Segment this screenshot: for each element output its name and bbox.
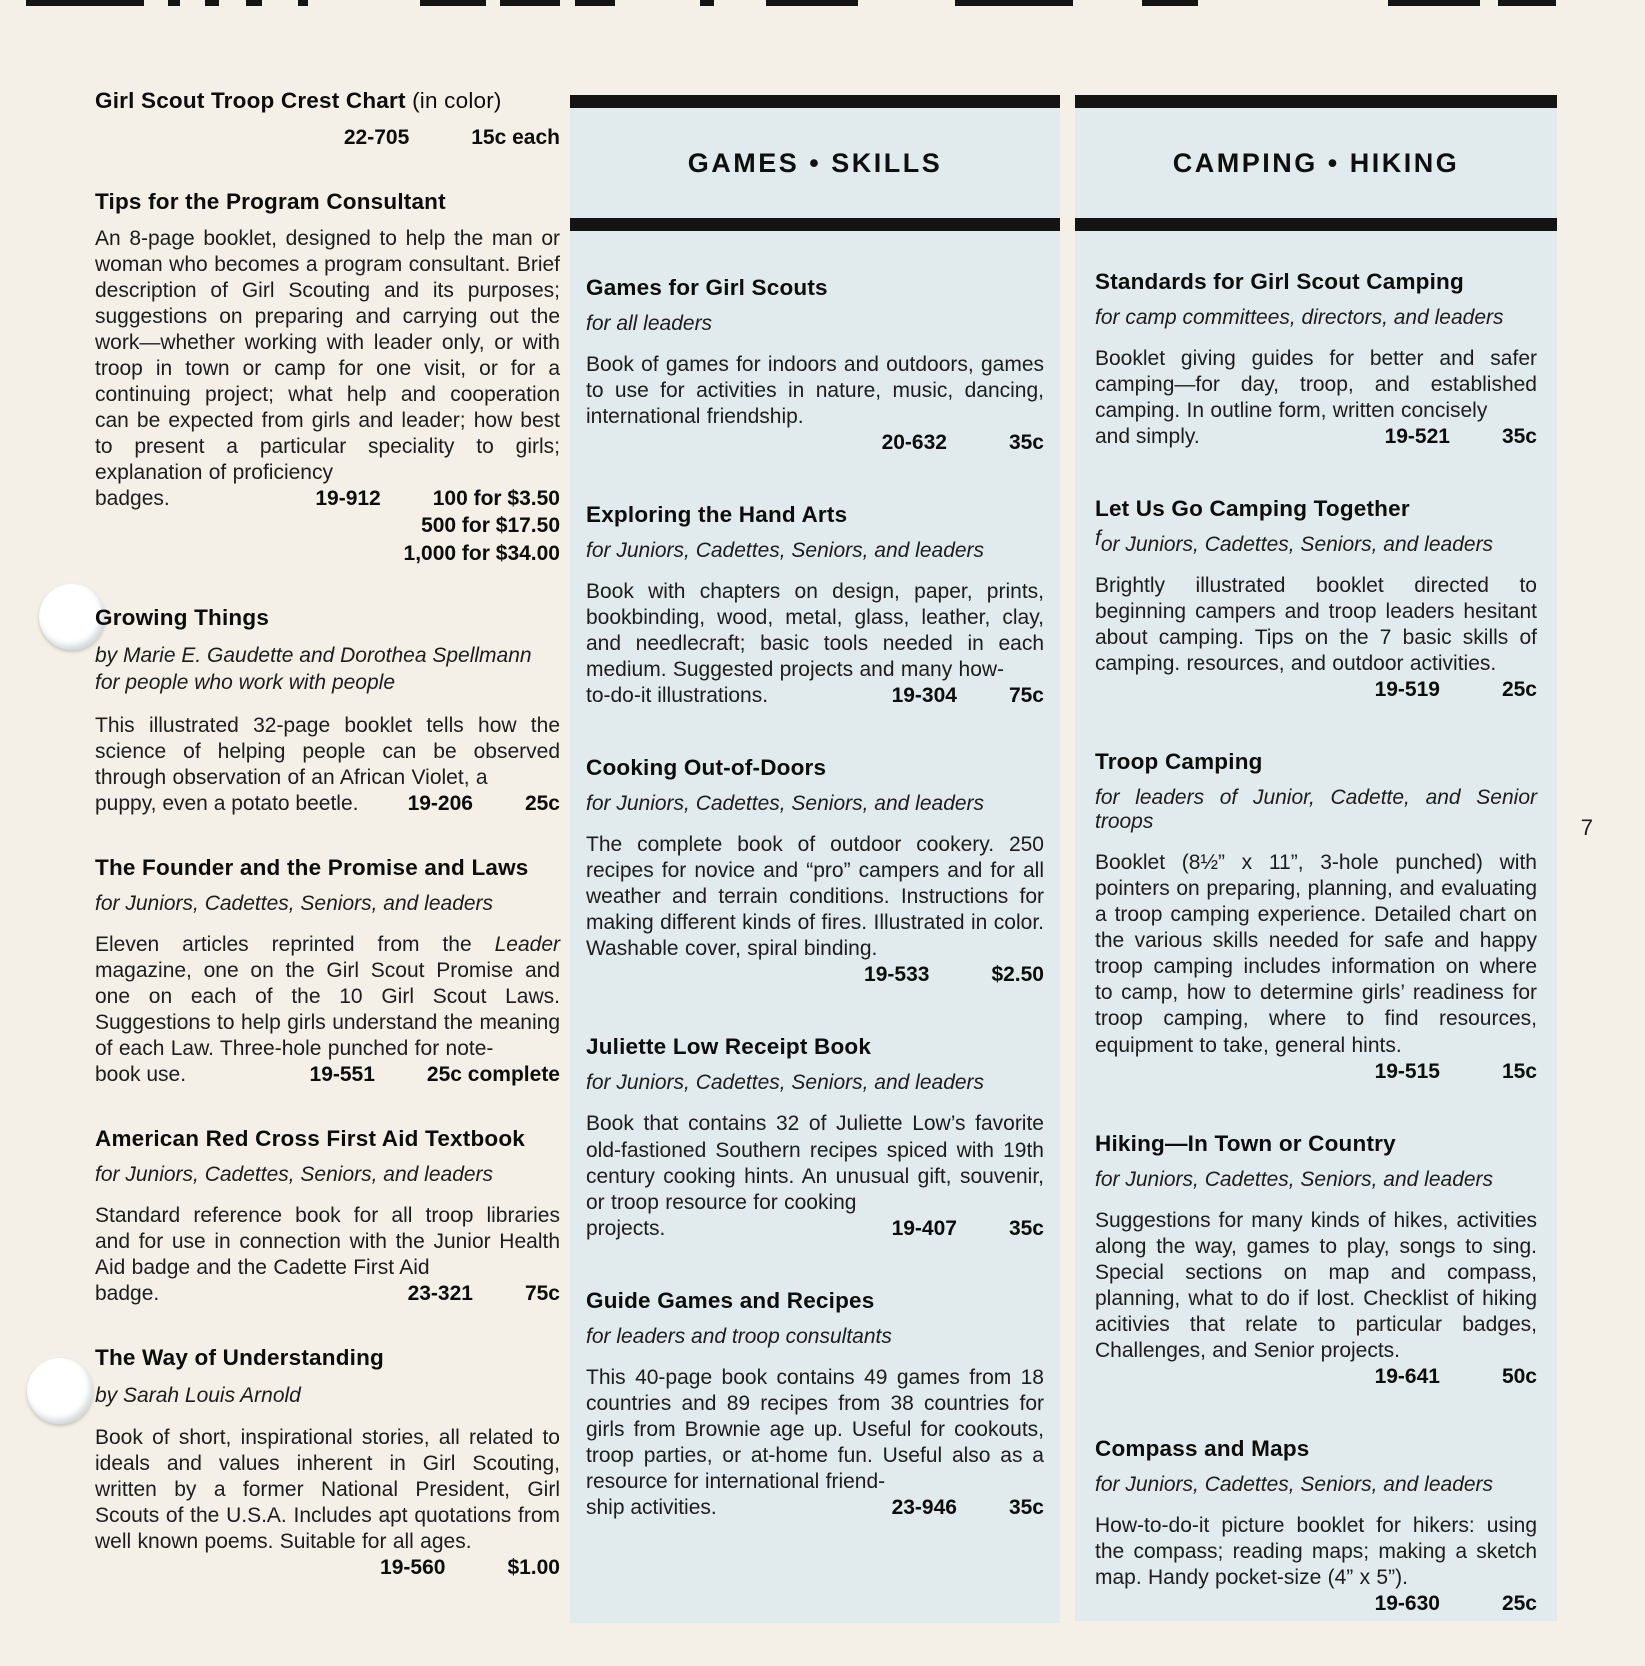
- entry-subtitle: [1095, 527, 1537, 557]
- entry-title: Hiking—In Town or Country: [1095, 1130, 1396, 1156]
- body-tail: book use.: [95, 1062, 187, 1086]
- subtitle-text: or Juniors, Cadettes, Seniors, and leaders: [1100, 533, 1494, 557]
- body-italic-text: Leader: [494, 932, 560, 956]
- entry-subtitle: for Juniors, Cadettes, Seniors, and leaders: [1095, 1167, 1494, 1191]
- section-header-games-skills: GAMES • SKILLS: [687, 147, 943, 178]
- entry-byline: by Marie E. Gaudette and Dorothea Spellmann: [95, 643, 532, 667]
- panel-content: [570, 231, 1060, 1521]
- entry-hiking-town-or-country: [1095, 1131, 1537, 1390]
- code-price-line: [1095, 1364, 1537, 1390]
- entry-tips-program-consultant: [95, 189, 560, 567]
- entry-title: American Red Cross First Aid Textbook: [95, 1125, 525, 1151]
- price: 35c: [1501, 425, 1537, 449]
- catalog-number: 23-321: [407, 1281, 473, 1305]
- catalog-number: 19-519: [1374, 678, 1440, 702]
- subtitle-lead-letter: f: [1095, 527, 1101, 551]
- price: 25c complete: [426, 1062, 560, 1086]
- price: 35c: [1008, 431, 1044, 455]
- scan-artifact: [1388, 0, 1480, 6]
- entry-title: Exploring the Hand Arts: [586, 502, 848, 528]
- entry-title: Compass and Maps: [1095, 1435, 1310, 1461]
- entry-title: Growing Things: [95, 604, 270, 630]
- entry-body: Book that contains 32 of Juliette Low’s favorite old-fastioned Southern recipes spiced with 19th century cooking hints. An unusual gift, souvenir, or troop resource for cooking: [586, 1112, 1044, 1214]
- entry-body: Book of short, inspirational stories, all related to ideals and values inherent in Girl Scouting, written by a former National President, Girl Scouts of the U.S.A. Includes apt quotations from well known poems. Suitable for all ages.: [95, 1426, 560, 1554]
- catalog-number: 22-705: [343, 126, 410, 149]
- horizontal-rule: [570, 95, 1060, 108]
- entry-subtitle: for Juniors, Cadettes, Seniors, and leaders: [586, 539, 985, 563]
- entry-way-of-understanding: [95, 1345, 560, 1581]
- entry-compass-and-maps: [1095, 1436, 1537, 1617]
- catalog-number: 19-206: [407, 791, 473, 815]
- entry-title: Tips for the Program Consultant: [95, 189, 446, 215]
- catalog-number: 19-533: [864, 963, 930, 987]
- entry-troop-camping: [1095, 749, 1537, 1084]
- entry-body: Booklet giving guides for better and safer camping—for day, troop, and established camping. In outline form, written concisely: [1095, 347, 1537, 423]
- body-tail: and simply.: [1095, 425, 1200, 449]
- games-skills-panel: [570, 95, 1060, 1623]
- section-header-camping-hiking: CAMPING • HIKING: [1172, 147, 1460, 178]
- price: 75c: [524, 1281, 560, 1305]
- price: 25c: [1501, 1591, 1537, 1615]
- scan-artifact: [500, 0, 560, 6]
- entry-body: Standard reference book for all troop libraries and for use in connection with the Junior Health Aid badge and the Cadette First Aid: [95, 1203, 560, 1279]
- price: 25c: [1501, 678, 1537, 702]
- price: 15c: [1501, 1059, 1537, 1083]
- bulk-price: 500 for $17.50: [421, 514, 560, 538]
- entry-subtitle: for camp committees, directors, and leaders: [1095, 306, 1504, 329]
- entry-crest-chart: [95, 88, 560, 151]
- entry-red-cross-first-aid: [95, 1126, 560, 1307]
- entry-cooking-out-of-doors: [586, 755, 1044, 988]
- entry-title: Cooking Out-of-Doors: [586, 755, 827, 781]
- code-price-line: [95, 791, 560, 817]
- entry-byline: by Sarah Louis Arnold: [95, 1384, 301, 1407]
- entry-subtitle: for Juniors, Cadettes, Seniors, and leaders: [1095, 1472, 1494, 1496]
- price: 50c: [1501, 1364, 1537, 1388]
- entry-title: Juliette Low Receipt Book: [586, 1034, 872, 1060]
- code-price-line: [95, 1555, 560, 1581]
- entry-title: Troop Camping: [1095, 749, 1263, 775]
- entry-body: How-to-do-it picture booklet for hikers: using the compass; reading maps; making a sketch map. Handy pocket-size (4” x 5”).: [1095, 1513, 1537, 1589]
- body-tail: badges.: [95, 487, 170, 511]
- catalog-number: 19-560: [380, 1556, 446, 1580]
- entry-title-text: Girl Scout Troop Crest Chart: [95, 88, 406, 113]
- code-price-line: [95, 125, 560, 151]
- entry-title: Guide Games and Recipes: [586, 1287, 875, 1313]
- entry-title: The Founder and the Promise and Laws: [95, 854, 529, 880]
- scan-artifact: [298, 0, 308, 6]
- entry-subtitle: for Juniors, Cadettes, Seniors, and leaders: [95, 1162, 494, 1186]
- body-tail: projects.: [586, 1216, 666, 1240]
- horizontal-rule: [1075, 218, 1557, 231]
- catalog-number: 19-641: [1374, 1364, 1440, 1388]
- entry-games-for-girl-scouts: [586, 275, 1044, 456]
- code-price-line: [1095, 1591, 1537, 1617]
- catalog-number: 23-946: [891, 1495, 957, 1519]
- entry-byline: for people who work with people: [95, 671, 396, 695]
- price: 75c: [1008, 684, 1044, 708]
- entry-title: [95, 88, 560, 114]
- price: 35c: [1008, 1216, 1044, 1240]
- entry-body: An 8-page booklet, designed to help the man or woman who becomes a program consultant. Brief description of Girl Scouting and its purposes; suggestions on preparing and carrying out the work—whether working with leader only, or with troop in town or camp for one visit, or for a continuing project; what help and cooperation can be expected from girls and leader; how best to present a particular speciality to girls; explanation of proficiency: [95, 227, 560, 485]
- code-price-line: [586, 430, 1044, 456]
- catalog-number: 19-912: [315, 487, 381, 511]
- entry-body: This 40-page book contains 49 games from 18 countries and 89 recipes from 38 countries for girls from Brownie age up. Useful for cookouts, troop parties, or at-home fun. Useful also as a resource for international friend-: [586, 1365, 1044, 1493]
- scan-artifact: [1142, 0, 1198, 6]
- catalog-number: 19-515: [1374, 1059, 1440, 1083]
- code-price-line: [586, 1216, 1044, 1242]
- scan-artifact: [26, 0, 144, 6]
- scan-artifact: [420, 0, 486, 6]
- catalog-number: 19-304: [891, 684, 957, 708]
- entry-body: The complete book of outdoor cookery. 250 recipes for novice and “pro” campers and for all weather and terrain conditions. Instructions for making different kinds of fires. Illustrated in color. Washable cover, spiral binding.: [586, 833, 1044, 961]
- catalog-number: 19-551: [309, 1062, 375, 1086]
- camping-hiking-panel: [1075, 95, 1557, 1621]
- entry-growing-things: [95, 605, 560, 817]
- entry-body: Booklet (8½” x 11”, 3-hole punched) with pointers on preparing, planning, and evaluating a troop camping experience. Detailed chart on the various skills needed for safe and happy troop camping includes information on where to camp, how to determine girls’ readiness for troop camping, where to find resources, equipment to take, general hints.: [1095, 851, 1537, 1057]
- entry-let-us-go-camping-together: [1095, 496, 1537, 703]
- entry-exploring-hand-arts: [586, 502, 1044, 709]
- body-tail: puppy, even a potato beetle.: [95, 791, 359, 815]
- code-price-line: [586, 1495, 1044, 1521]
- scan-artifact: [246, 0, 262, 6]
- entry-title-suffix: (in color): [412, 88, 502, 113]
- code-price-line: [586, 962, 1044, 988]
- body-tail: to-do-it illustrations.: [586, 684, 769, 708]
- entry-title: Let Us Go Camping Together: [1095, 496, 1410, 522]
- bulk-price: 1,000 for $34.00: [403, 541, 560, 565]
- entry-guide-games-and-recipes: [586, 1288, 1044, 1521]
- scan-artifact: [575, 0, 615, 6]
- entry-title: Games for Girl Scouts: [586, 275, 828, 300]
- catalog-number: 19-407: [891, 1216, 957, 1240]
- entry-body: Book of games for indoors and outdoors, games to use for activities in nature, music, dancing, international friendship.: [586, 353, 1044, 429]
- entry-subtitle: for all leaders: [586, 312, 713, 335]
- code-price-line: [95, 1062, 560, 1088]
- code-price-line: [95, 486, 560, 512]
- scan-artifact: [1498, 0, 1556, 6]
- code-price-line: [1095, 677, 1537, 703]
- entry-body: This illustrated 32-page booklet tells how the science of helping people can be observed through observation of an African Violet, a: [95, 713, 560, 789]
- catalog-number: 19-521: [1384, 425, 1450, 449]
- entry-title: The Way of Understanding: [95, 1345, 384, 1370]
- entry-juliette-low-receipt-book: [586, 1034, 1044, 1241]
- price: 15c each: [471, 126, 560, 149]
- body-tail: ship activities.: [586, 1495, 717, 1519]
- body-text: magazine, one on the Girl Scout Promise and one on each of the 10 Girl Scout Laws. Suggestions to help girls understand the meaning of each Law. Three-hole punched for note-: [95, 958, 560, 1060]
- left-column: [95, 88, 560, 1619]
- entry-subtitle: for leaders and troop consultants: [586, 1324, 892, 1348]
- entry-subtitle: for leaders of Junior, Cadette, and Senior troops: [1095, 786, 1537, 834]
- horizontal-rule: [570, 218, 1060, 231]
- page-number: 7: [1580, 815, 1593, 840]
- entry-body: Book with chapters on design, paper, prints, bookbinding, wood, metal, glass, leather, clay, and needlecraft; basic tools needed in each medium. Suggested projects and many how-: [586, 580, 1044, 682]
- price: $1.00: [507, 1556, 560, 1580]
- scan-artifact: [700, 0, 714, 6]
- entry-subtitle: for Juniors, Cadettes, Seniors, and leaders: [95, 891, 494, 915]
- entry-body: [95, 932, 560, 1062]
- panel-content: [1075, 231, 1557, 1617]
- entry-founder-promise-laws: [95, 855, 560, 1088]
- entry-title: Standards for Girl Scout Camping: [1095, 269, 1464, 294]
- catalog-number: 20-632: [881, 431, 947, 455]
- horizontal-rule: [1075, 95, 1557, 108]
- entry-subtitle: for Juniors, Cadettes, Seniors, and leaders: [586, 792, 985, 816]
- price: 25c: [524, 791, 560, 815]
- price: 100 for $3.50: [432, 487, 560, 511]
- body-tail: badge.: [95, 1281, 160, 1305]
- entry-standards-girl-scout-camping: [1095, 269, 1537, 450]
- catalog-number: 19-630: [1374, 1591, 1440, 1615]
- price: 35c: [1008, 1495, 1044, 1519]
- scan-artifact: [766, 0, 858, 6]
- price: $2.50: [991, 963, 1044, 987]
- entry-body: Brightly illustrated booklet directed to beginning campers and troop leaders hesitant about camping. Tips on the 7 basic skills of camping. resources, and outdoor activities.: [1095, 574, 1537, 676]
- entry-subtitle: for Juniors, Cadettes, Seniors, and leaders: [586, 1071, 985, 1095]
- code-price-line: [95, 1281, 560, 1307]
- scan-artifact: [168, 0, 180, 6]
- entry-body: Suggestions for many kinds of hikes, activities along the way, games to play, songs to sing. Special sections on map and compass, planning, what to do if lost. Checklist of hiking acitivies that relate to particular badges, Challenges, and Senior projects.: [1095, 1208, 1537, 1362]
- scan-artifact: [955, 0, 1073, 6]
- scan-artifact: [205, 0, 219, 6]
- code-price-line: [586, 683, 1044, 709]
- hole-punch: [27, 1358, 93, 1424]
- code-price-line: [1095, 424, 1537, 450]
- code-price-line: [1095, 1059, 1537, 1085]
- body-text: Eleven articles reprinted from the: [95, 932, 495, 956]
